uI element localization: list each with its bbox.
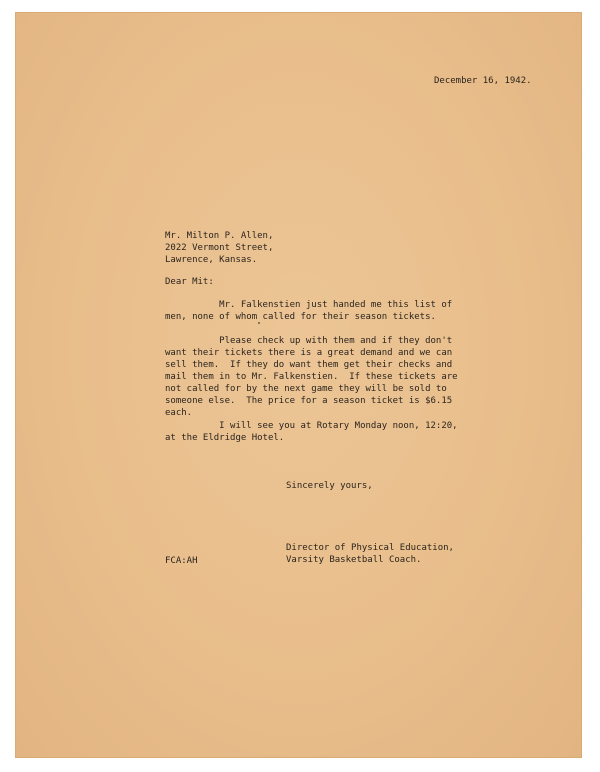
address-line: 2022 Vermont Street, (165, 243, 274, 253)
body-paragraph-3 (165, 420, 458, 444)
paragraph-line: Please check up with them and if they don't (165, 336, 453, 346)
paragraph-line: men, none of whom called for their season tickets. (165, 312, 436, 322)
paragraph-line: not called for by the next game they will be sold to (165, 384, 447, 394)
salutation: Dear Mit: (165, 277, 214, 287)
signature-line: Director of Physical Education, (286, 543, 454, 553)
recipient-address (165, 230, 273, 266)
paragraph-line: Mr. Falkenstien just handed me this list of (165, 300, 453, 310)
reference-initials: FCA:AH (165, 556, 198, 566)
paragraph-line: want their tickets there is a great demand and we can (165, 348, 453, 358)
paragraph-line: each. (165, 408, 193, 418)
paragraph-line: someone else. The price for a season ticket is $6.15 (165, 396, 453, 406)
paragraph-line: sell them. If they do want them get their checks and (165, 360, 453, 370)
address-line: Mr. Milton P. Allen, (165, 231, 274, 241)
paragraph-line: mail them in to Mr. Falkenstien. If these tickets are (165, 372, 458, 382)
address-line: Lawrence, Kansas. (165, 255, 258, 265)
paragraph-line: at the Eldridge Hotel. (165, 433, 285, 443)
paragraph-line: I will see you at Rotary Monday noon, 12:20, (165, 421, 458, 431)
ink-mark (258, 322, 260, 324)
body-paragraph-1 (165, 299, 452, 323)
signature-line: Varsity Basketball Coach. (286, 555, 422, 565)
body-paragraph-2 (165, 335, 458, 419)
letter-date: December 16, 1942. (434, 76, 532, 86)
signature-block (286, 542, 454, 566)
closing: Sincerely yours, (286, 481, 373, 491)
